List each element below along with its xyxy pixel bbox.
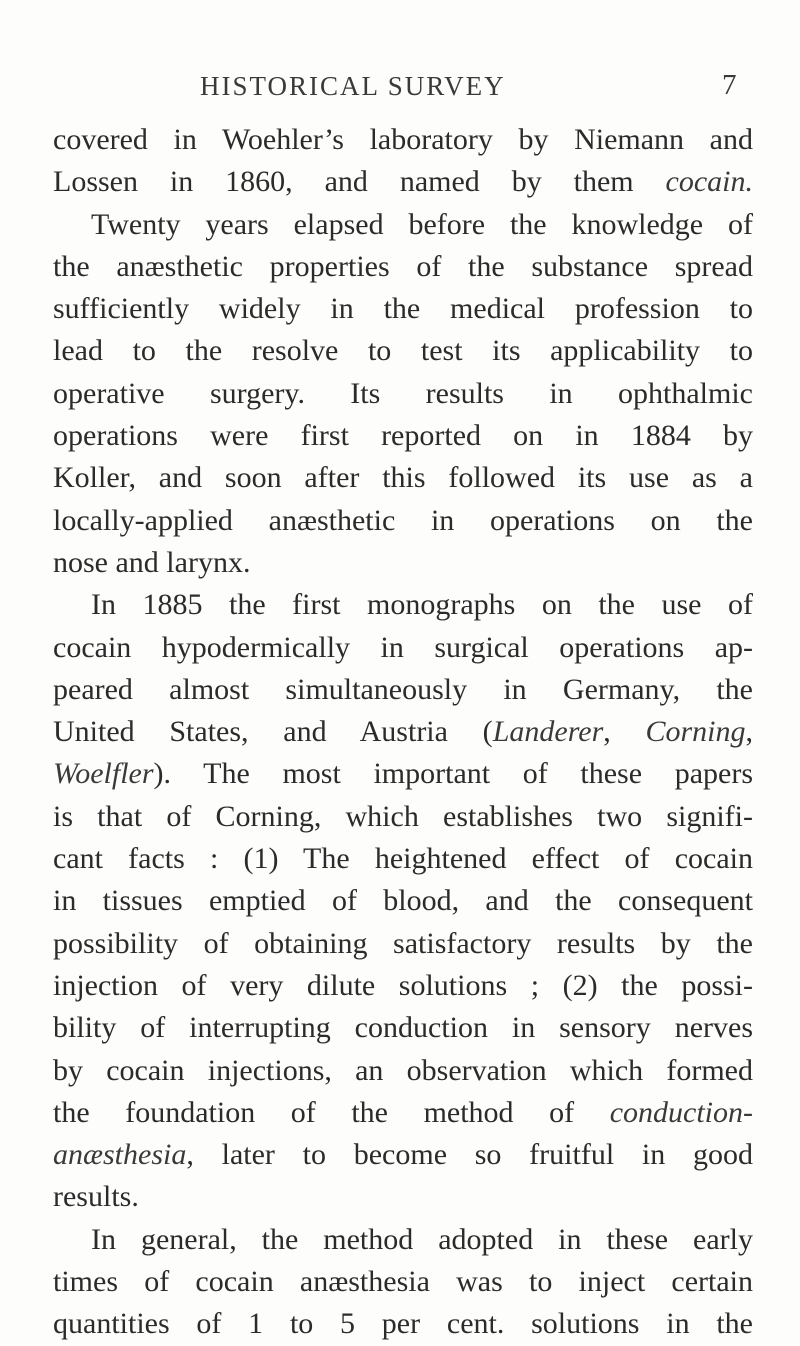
page-number: 7 — [722, 69, 737, 101]
paragraph-start-line: In general, the method adopted in these early — [91, 1222, 753, 1256]
text-line: possibility of obtaining satisfactory results by the — [53, 926, 753, 960]
text-line: Woelfler). The most important of these papers — [53, 757, 753, 791]
running-head: HISTORICAL SURVEY — [200, 71, 506, 101]
italic-name: Woelfler — [53, 757, 154, 791]
page-header — [0, 71, 800, 111]
paragraph-start-line: In 1885 the first monographs on the use of — [91, 588, 753, 622]
text-line: times of cocain anæsthesia was to inject certain — [53, 1265, 753, 1299]
text-line: by cocain injections, an observation which formed — [53, 1053, 753, 1087]
text-line: nose and larynx. — [53, 545, 251, 579]
text-line: Koller, and soon after this followed its use as a — [53, 461, 753, 495]
text-line: peared almost simultaneously in Germany, the — [53, 672, 753, 706]
text-line: operative surgery. Its results in ophthalmic — [53, 376, 753, 410]
italic-name: Corning — [645, 715, 746, 749]
paragraph-start-line: Twenty years elapsed before the knowledge of — [91, 207, 753, 241]
text-line: the anæsthetic properties of the substance spread — [53, 249, 753, 283]
text-line: in tissues emptied of blood, and the consequent — [53, 884, 753, 918]
text-line: operations were first reported on in 1884 by — [53, 419, 753, 453]
text-line: is that of Corning, which establishes two signifi- — [53, 799, 753, 833]
italic-term: conduction- — [609, 1095, 753, 1129]
italic-term: cocain. — [665, 165, 753, 199]
text-line: cant facts : (1) The heightened effect of cocain — [53, 842, 753, 876]
text-line: injection of very dilute solutions ; (2) the possi- — [53, 968, 753, 1002]
text-line: United States, and Austria (Landerer, Corning, — [53, 715, 754, 749]
italic-term: anæsthesia — [53, 1138, 187, 1172]
text-line: cocain hypodermically in surgical operations ap- — [53, 630, 753, 664]
text-line: Lossen in 1860, and named by them cocain. — [53, 165, 753, 199]
text-line: sufficiently widely in the medical profession to — [53, 292, 753, 326]
text-line: locally-applied anæsthetic in operations on the — [53, 503, 753, 537]
text-line: results. — [53, 1180, 139, 1214]
text-line: anæsthesia, later to become so fruitful in good — [53, 1138, 753, 1172]
text-line: quantities of 1 to 5 per cent. solutions in the — [53, 1307, 753, 1341]
italic-name: Landerer — [492, 715, 604, 749]
text-line: lead to the resolve to test its applicability to — [53, 334, 753, 368]
text-line: the foundation of the method of conduction- — [53, 1095, 753, 1129]
text-line: bility of interrupting conduction in sensory nerves — [53, 1011, 753, 1045]
text-line: covered in Woehler’s laboratory by Niemann and — [53, 123, 753, 156]
body-text — [53, 119, 753, 1346]
